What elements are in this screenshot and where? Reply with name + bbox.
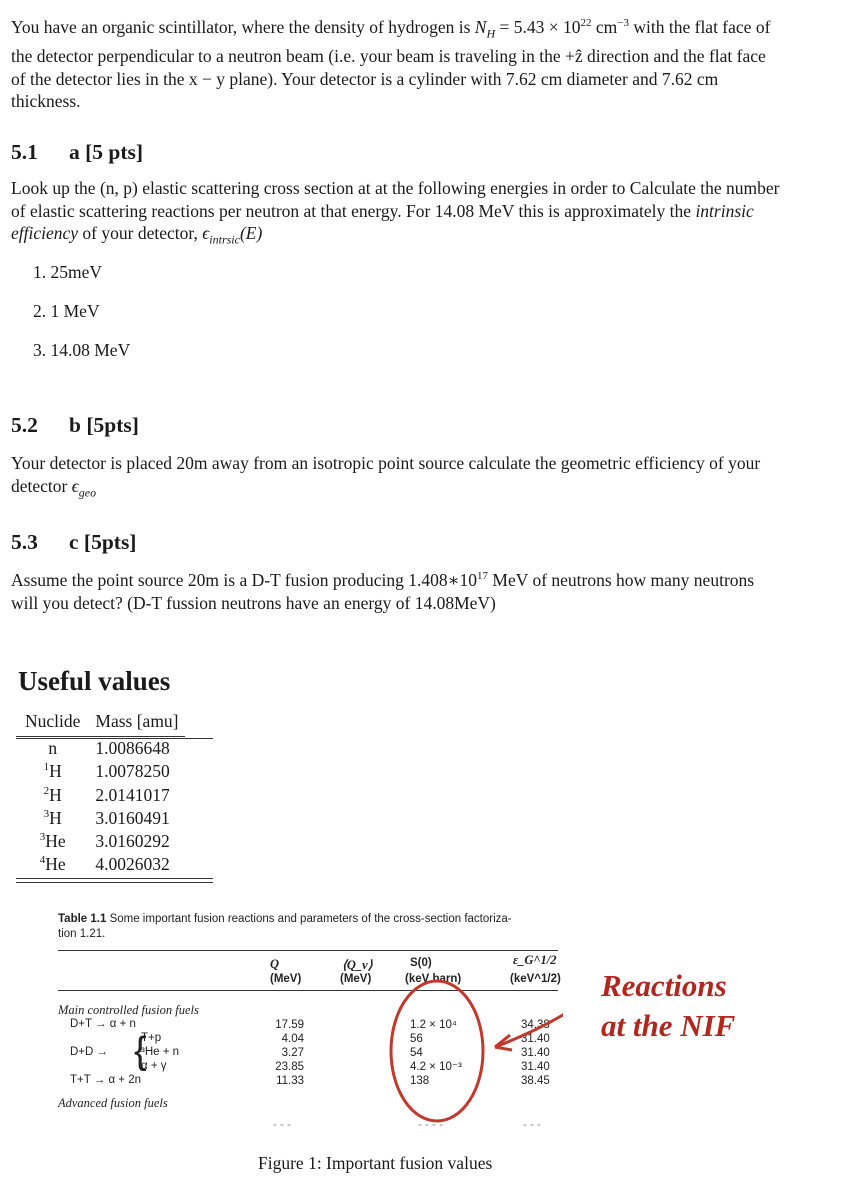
header-s0: S(0) — [410, 957, 432, 969]
section-5-2-text: Your detector is placed 20m away from an isotropic point source calculate the geometric efficiency of your detector $\epsilon_{geo}$ — [11, 453, 761, 499]
header-eg: ε_G^1/2 — [513, 953, 557, 967]
table-rule — [16, 878, 213, 879]
column-header: Nuclide — [25, 711, 81, 731]
truncated-row: - - - — [523, 1119, 541, 1131]
mass-cell: 3.0160491 — [95, 807, 170, 828]
circle-annotation — [391, 981, 483, 1121]
reaction-tp: T+p — [141, 1032, 162, 1044]
useful-values-heading: Useful values — [18, 666, 171, 696]
header-unit: (MeV) — [340, 973, 372, 985]
fusion-table-caption-2: tion 1.21. — [58, 928, 106, 940]
s0-column: 1.2 × 10⁴ 56 54 4.2 × 10⁻³ 138 — [410, 1019, 462, 1087]
brace-icon: { — [134, 1030, 147, 1072]
annotation-overlay — [48, 905, 563, 1140]
fusion-table-figure — [48, 905, 563, 1140]
list-item: 3. 14.08 MeV — [33, 340, 131, 360]
nuclide-cell: $^3$He — [39, 831, 66, 852]
table-row — [16, 784, 185, 807]
table-row — [16, 853, 185, 876]
reaction-dt: D+T → α + n — [70, 1018, 136, 1030]
section-5-3-text: Assume the point source 20m is a D-T fusion producing $1.408∗10^{17}$ MeV of neutrons how many neutrons will you detect? (D-T fussion neutrons have an energy of 14.08MeV) — [11, 570, 755, 613]
figure-caption: Figure 1: Important fusion values — [258, 1153, 493, 1173]
header-q: Q — [270, 957, 280, 971]
section-heading-5-3: 5.3 c [5pts] — [11, 530, 137, 554]
reaction-ag: α + γ — [141, 1060, 167, 1072]
mass-cell: 3.0160292 — [95, 831, 170, 852]
nuclide-cell: $^1$H — [43, 761, 62, 782]
table-rule — [16, 882, 213, 883]
nuclide-cell: n — [48, 738, 58, 758]
table-row — [16, 807, 185, 830]
group-main: Main controlled fusion fuels — [58, 1003, 199, 1017]
header-unit: (keV^1/2) — [510, 973, 561, 985]
truncated-row: - - - - — [418, 1119, 443, 1131]
reaction-he3n: ³He + n — [141, 1046, 180, 1058]
mass-table — [16, 710, 185, 877]
section-heading-5-1: 5.1 a [5 pts] — [11, 140, 144, 164]
reaction-dd: D+D → — [70, 1046, 109, 1058]
list-item: 1. 25meV — [33, 262, 103, 282]
header-unit: (keV barn) — [405, 973, 462, 985]
table-row — [16, 760, 185, 783]
nuclide-cell: $^2$H — [43, 784, 62, 805]
group-advanced: Advanced fusion fuels — [58, 1096, 168, 1110]
header-unit: (MeV) — [270, 973, 302, 985]
table-rule — [16, 738, 213, 739]
reaction-tt: T+T → α + 2n — [70, 1074, 141, 1086]
nuclide-cell: $^3$H — [43, 807, 62, 828]
truncated-row: - - - — [273, 1119, 291, 1131]
eg-column: 34.38 31.40 31.40 31.40 38.45 — [521, 1019, 550, 1087]
intro-paragraph: You have an organic scintillator, where the density of hydrogen is $N_H = 5.43 \times 10^{22}$ $cm^{-3}$ with the flat face of the detector perpendicular to a neutron beam (i.e. your beam is traveling in the +ẑ direction and the flat face of the detector lies in the x − y plane). Your detector is a cylinder with 7.62 cm diameter and 7.62 cm thickness. — [11, 17, 771, 111]
q-column: 17.59 4.04 3.27 23.85 11.33 — [275, 1019, 304, 1087]
fusion-table-caption: Table 1.1 Some important fusion reactions and parameters of the cross-section factoriza- — [58, 913, 512, 925]
column-header: Mass [amu] — [95, 711, 179, 731]
list-item: 2. 1 MeV — [33, 301, 100, 321]
table-row — [16, 830, 185, 853]
mass-cell: 2.0141017 — [95, 784, 170, 805]
nuclide-cell: $^4$He — [39, 854, 66, 875]
mass-cell: 4.0026032 — [95, 854, 170, 875]
mass-cell: 1.0086648 — [95, 738, 170, 758]
section-5-1-text: Look up the (n, p) elastic scattering cross section at at the following energies in order to Calculate the number of elastic scattering reactions per neutron at that energy. For 14.08 MeV this is approximately the intrinsic efficiency of your detector, $\epsilon_{intrsic}(E)$ — [11, 178, 780, 247]
section-heading-5-2: 5.2 b [5pts] — [11, 413, 139, 437]
table-row — [16, 737, 185, 761]
header-qnu: ⟨Q_ν⟩ — [342, 958, 373, 972]
nif-annotation: Reactions at the NIF — [601, 968, 736, 1043]
mass-cell: 1.0078250 — [95, 761, 170, 782]
